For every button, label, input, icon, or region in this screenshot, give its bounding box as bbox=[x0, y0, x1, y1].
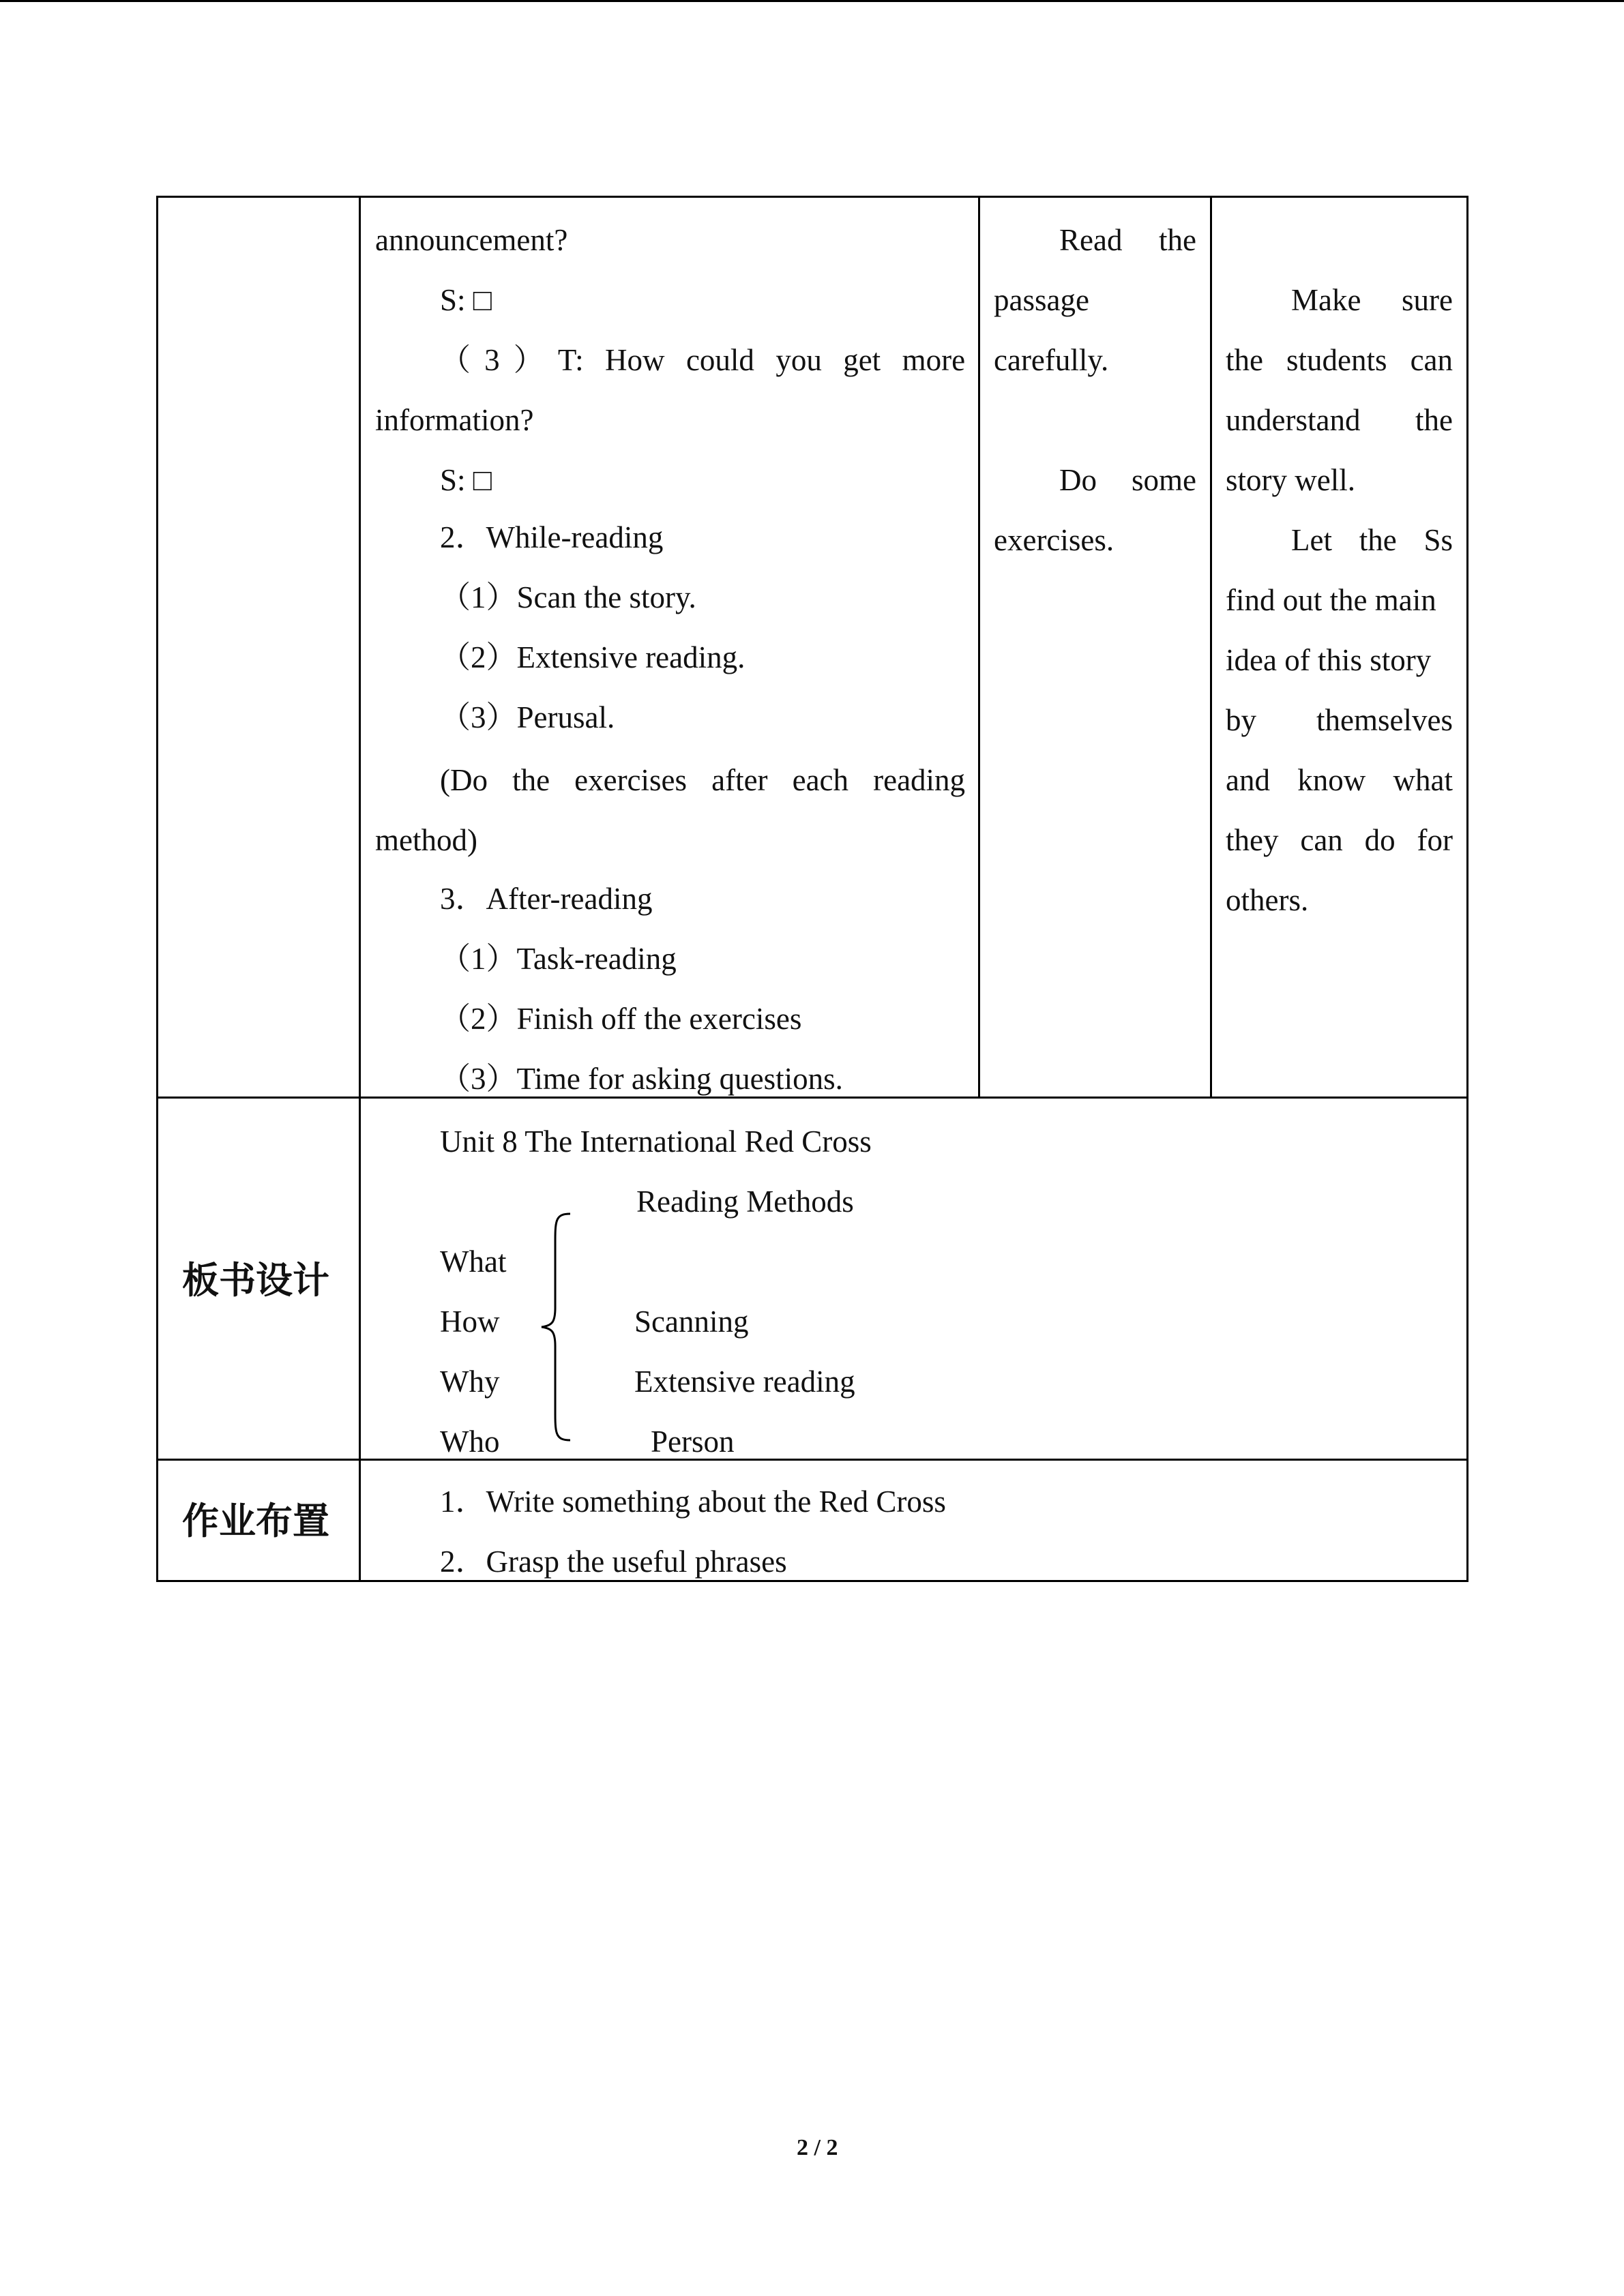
homework-item: 2．Grasp the useful phrases bbox=[440, 1545, 787, 1579]
purpose-line: story well. bbox=[1226, 463, 1355, 497]
teacher-line-justified: (Do the exercises after each reading bbox=[440, 763, 966, 797]
table-col-divider-purpose bbox=[1210, 196, 1212, 1099]
student-line: carefully. bbox=[994, 343, 1109, 377]
purpose-line: find out the main bbox=[1226, 583, 1436, 617]
table-border-left bbox=[156, 196, 158, 1582]
method-person: Person bbox=[651, 1425, 735, 1459]
teacher-line: S: □ bbox=[440, 463, 492, 497]
page-top-rule bbox=[0, 0, 1624, 2]
blackboard-title: Unit 8 The International Red Cross bbox=[440, 1124, 872, 1159]
purpose-line: idea of this story bbox=[1226, 643, 1432, 677]
question-who: Who bbox=[440, 1425, 500, 1459]
purpose-line-justified: and know what bbox=[1226, 763, 1453, 797]
teacher-line: 2．While-reading bbox=[440, 520, 664, 554]
blackboard-design-label: 板书设计 bbox=[182, 1259, 329, 1302]
student-line: exercises. bbox=[994, 523, 1114, 557]
teacher-line: 3．After-reading bbox=[440, 882, 653, 916]
left-curly-brace bbox=[537, 1212, 578, 1442]
method-extensive-reading: Extensive reading bbox=[634, 1365, 855, 1399]
question-how: How bbox=[440, 1304, 500, 1339]
teacher-line: （1）Scan the story. bbox=[440, 580, 696, 614]
homework-label: 作业布置 bbox=[182, 1500, 329, 1542]
table-border-right bbox=[1466, 196, 1468, 1582]
teacher-line: （3）Time for asking questions. bbox=[440, 1062, 843, 1096]
teacher-line: announcement? bbox=[375, 223, 568, 257]
method-scanning: Scanning bbox=[634, 1304, 749, 1339]
teacher-line-justified: （3）T: How could you get more bbox=[440, 343, 966, 377]
table-border-bottom bbox=[156, 1580, 1468, 1582]
purpose-line-justified: Let the Ss bbox=[1291, 523, 1453, 557]
student-line: passage bbox=[994, 283, 1089, 317]
question-what: What bbox=[440, 1244, 507, 1279]
table-col-divider-student bbox=[978, 196, 980, 1099]
student-line-justified: Do some bbox=[1059, 463, 1196, 497]
purpose-line-justified: understand the bbox=[1226, 403, 1453, 437]
student-line-justified: Read the bbox=[1059, 223, 1196, 257]
teacher-line: （1）Task-reading bbox=[440, 942, 677, 976]
reading-methods-heading: Reading Methods bbox=[636, 1184, 854, 1219]
teacher-line: （2）Finish off the exercises bbox=[440, 1002, 802, 1036]
table-col-divider-label bbox=[359, 196, 361, 1582]
purpose-line-justified: Make sure bbox=[1291, 283, 1453, 317]
teacher-line: S: □ bbox=[440, 283, 492, 317]
question-why: Why bbox=[440, 1365, 500, 1399]
teacher-line: （2）Extensive reading. bbox=[440, 640, 745, 674]
teacher-line: information? bbox=[375, 403, 534, 437]
page-number: 2 / 2 bbox=[797, 2135, 838, 2160]
table-row-divider-2 bbox=[156, 1459, 1468, 1461]
homework-item: 1．Write something about the Red Cross bbox=[440, 1485, 946, 1519]
purpose-line-justified: by themselves bbox=[1226, 703, 1453, 737]
purpose-line: others. bbox=[1226, 883, 1309, 917]
purpose-line-justified: the students can bbox=[1226, 343, 1453, 377]
table-border-top bbox=[156, 196, 1468, 198]
teacher-line: method) bbox=[375, 823, 477, 857]
teacher-line: （3）Perusal. bbox=[440, 700, 615, 734]
purpose-line-justified: they can do for bbox=[1226, 823, 1453, 857]
